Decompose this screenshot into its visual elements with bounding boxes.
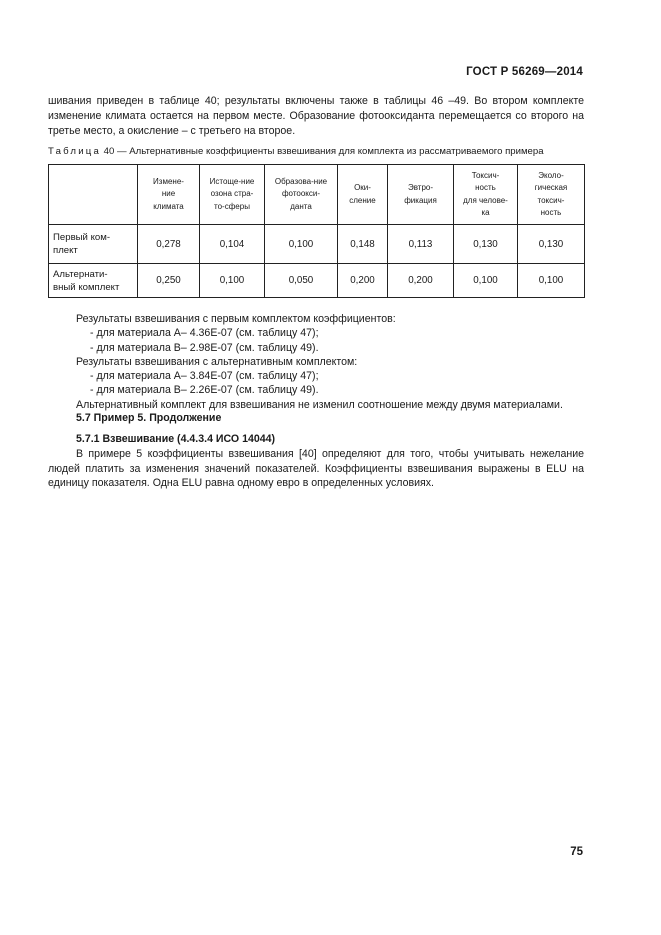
header-climate-change: Измене- ние климата bbox=[138, 165, 200, 225]
section-subheading: 5.7.1 Взвешивание (4.4.3.4 ИСО 14044) bbox=[76, 433, 276, 445]
page-number: 75 bbox=[570, 846, 583, 858]
table-cell: 0,050 bbox=[265, 264, 338, 298]
table-cell: 0,100 bbox=[265, 225, 338, 264]
table-cell: 0,130 bbox=[518, 225, 585, 264]
results-first-heading: Результаты взвешивания с первым комплектом коэффициентов: bbox=[76, 313, 396, 325]
header-eutrophication: Эвтро- фикация bbox=[388, 165, 454, 225]
table-cell: 0,278 bbox=[138, 225, 200, 264]
table-header-row bbox=[49, 165, 585, 225]
table-cell: 0,113 bbox=[388, 225, 454, 264]
table-cell: 0,130 bbox=[454, 225, 518, 264]
table-cell: 0,200 bbox=[388, 264, 454, 298]
table-cell: 0,100 bbox=[200, 264, 265, 298]
header-ozone-depletion: Истоще-ние озона стра- то-сферы bbox=[200, 165, 265, 225]
table-caption-text: 40 — Альтернативные коэффициенты взвешивания для комплекта из рассматриваемого примера bbox=[101, 146, 544, 157]
list-item: - для материала А– 4.36Е-07 (см. таблицу 47); bbox=[90, 327, 319, 340]
header-ecotoxicity: Эколо- гическая токсич- ность bbox=[518, 165, 585, 225]
table-caption bbox=[48, 146, 588, 157]
list-item: - для материала В– 2.26Е-07 (см. таблицу 49). bbox=[90, 384, 319, 397]
list-item: - для материала А– 3.84Е-07 (см. таблицу 47); bbox=[90, 370, 319, 383]
table-caption-label: Таблица bbox=[48, 146, 102, 157]
table-cell: 0,250 bbox=[138, 264, 200, 298]
header-human-toxicity: Токсич- ность для челове- ка bbox=[454, 165, 518, 225]
section-heading: 5.7 Пример 5. Продолжение bbox=[76, 412, 222, 424]
header-cell-empty bbox=[49, 165, 138, 225]
results-conclusion: Альтернативный комплект для взвешивания не изменил соотношение между двумя материалами. bbox=[76, 398, 563, 411]
table-row bbox=[49, 264, 585, 298]
table-cell: 0,100 bbox=[518, 264, 585, 298]
section-paragraph: В примере 5 коэффициенты взвешивания [40] определяют для того, чтобы учитывать нежелание людей платить за изменения значений показателей. Коэффициенты взвешивания выражены в ELU на единицу показателя. Одна ELU равна одному евро в определенных условиях. bbox=[48, 448, 584, 489]
header-photooxidant: Образова-ние фотоокси- данта bbox=[265, 165, 338, 225]
list-item: - для материала В– 2.98Е-07 (см. таблицу 49). bbox=[90, 341, 319, 354]
table-row bbox=[49, 225, 585, 264]
results-block bbox=[48, 312, 588, 412]
table-cell: 0,100 bbox=[454, 264, 518, 298]
table-cell: 0,104 bbox=[200, 225, 265, 264]
table-cell: 0,148 bbox=[338, 225, 388, 264]
results-alt-heading: Результаты взвешивания с альтернативным комплектом: bbox=[76, 355, 358, 368]
intro-paragraph: шивания приведен в таблице 40; результаты включены также в таблицы 46 –49. Во втором комплекте изменение климата остается на первом месте. Образование фотооксиданта перемещается со второго на третье место, а окисление – с третьего на второе. bbox=[48, 95, 584, 137]
row-label-alternative-set: Альтернати- вный комплект bbox=[49, 264, 138, 298]
weighting-table bbox=[48, 164, 585, 298]
row-label-first-set: Первый ком- плект bbox=[49, 225, 138, 264]
document-header: ГОСТ Р 56269—2014 bbox=[466, 66, 583, 78]
header-acidification: Оки- сление bbox=[338, 165, 388, 225]
table-cell: 0,200 bbox=[338, 264, 388, 298]
